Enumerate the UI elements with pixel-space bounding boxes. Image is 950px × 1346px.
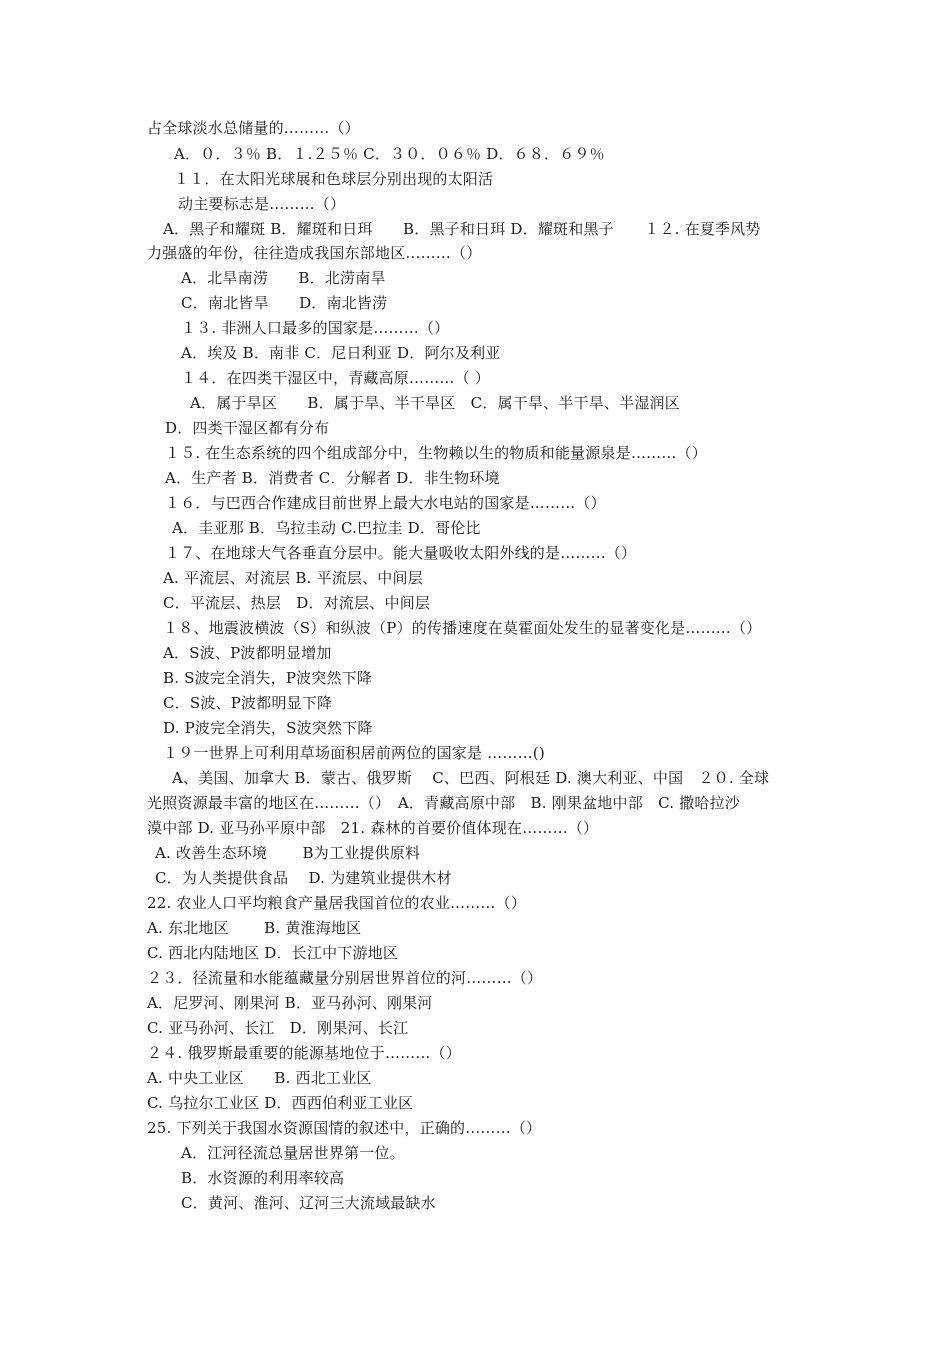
text-line: C. 西北内陆地区 D．长江中下游地区: [147, 944, 399, 962]
text-line: A. 平流层、对流层 B. 平流层、中间层: [163, 569, 423, 587]
text-line: A．生产者 B．消费者 C．分解者 D．非生物环境: [165, 469, 500, 487]
text-line: A．属于旱区 B．属于旱、半干旱区 C．属干旱、半干旱、半湿润区: [190, 394, 680, 412]
text-line: A. 中央工业区 B. 西北工业区: [147, 1069, 372, 1087]
text-line: １９一世界上可利用草场面积居前两位的国家是 ………(): [163, 744, 545, 762]
text-line: １１．在太阳光球展和色球层分别出现的太阳活: [174, 170, 494, 188]
text-line: A、美国、加拿大 B．蒙古、俄罗斯 C、巴西、阿根廷 D. 澳大利亚、中国 ２０. 全球: [172, 769, 770, 787]
text-line: １３. 非洲人口最多的国家是………（）: [181, 319, 450, 337]
text-line: 占全球淡水总储量的………（）: [147, 119, 360, 137]
text-line: ２４. 俄罗斯最重要的能源基地位于………（）: [147, 1044, 461, 1062]
text-line: D．四类干湿区都有分布: [165, 419, 330, 437]
text-line: 光照资源最丰富的地区在………（） A．青藏高原中部 B. 刚果盆地中部 C. 撒哈拉沙: [147, 794, 740, 812]
text-line: C. 亚马孙河、长江 D．刚果河、长江: [147, 1019, 409, 1037]
text-line: A．北旱南涝 B．北涝南旱: [181, 269, 386, 287]
text-line: A. 东北地区 B. 黄淮海地区: [147, 919, 362, 937]
text-line: １６．与巴西合作建成目前世界上最大水电站的国家是………（）: [165, 494, 606, 512]
text-line: C. 乌拉尔工业区 D．西西伯利亚工业区: [147, 1094, 414, 1112]
text-line: A．埃及 B．南非 C．尼日利亚 D．阿尔及利亚: [181, 344, 501, 362]
text-line: １５. 在生态系统的四个组成部分中，生物赖以生的物质和能量源泉是………（）: [165, 444, 707, 462]
text-line: ２３．径流量和水能蕴藏量分别居世界首位的河………（）: [147, 969, 543, 987]
text-line: A．尼罗河、刚果河 B．亚马孙河、刚果河: [147, 994, 433, 1012]
text-line: １７、在地球大气各垂直分层中。能大量吸收太阳外线的是………（）: [165, 544, 637, 562]
text-line: C．S波、P波都明显下降: [163, 694, 333, 712]
text-line: A．江河径流总量居世界第一位。: [181, 1144, 405, 1162]
text-line: C．南北皆旱 D．南北皆涝: [181, 294, 388, 312]
text-line: 动主要标志是………（）: [178, 195, 346, 213]
text-line: C．平流层、热层 D．对流层、中间层: [163, 594, 431, 612]
text-line: B．水资源的利用率较高: [181, 1169, 345, 1187]
text-line: B. S波完全消失，P波突然下降: [163, 669, 373, 687]
text-line: D. P波完全消失，S波突然下降: [163, 719, 373, 737]
text-line: A．黑子和耀斑 B．耀斑和日珥 B．黑子和日珥 D．耀斑和黑子 １２. 在夏季风势: [163, 220, 761, 238]
text-line: C．黄河、淮河、辽河三大流域最缺水: [181, 1194, 436, 1212]
text-line: C．为人类提供食品 D. 为建筑业提供木材: [155, 869, 452, 887]
text-line: A．S波、P波都明显增加: [163, 644, 332, 662]
text-line: １８、地震波横波（S）和纵波（P）的传播速度在莫霍面处发生的显著变化是………（）: [163, 619, 762, 637]
text-line: 力强盛的年份，往往造成我国东部地区………（）: [147, 244, 482, 262]
text-line: １４．在四类干湿区中，青藏高原………（ ）: [181, 369, 490, 387]
text-line: 25. 下列关于我国水资源国情的叙述中，正确的………（）: [147, 1119, 542, 1137]
text-line: A. 改善生态环境 B为工业提供原料: [155, 844, 421, 862]
text-line: 22. 农业人口平均粮食产量居我国首位的农业………（）: [147, 894, 527, 912]
text-line: A．０．３％ B．１.２５％ C．３０．０６％ D．６８．６９％: [174, 145, 605, 163]
text-line: 漠中部 D. 亚马孙平原中部 21. 森林的首要价值体现在………（）: [147, 819, 599, 837]
text-line: A．圭亚那 B．乌拉圭动 C.巴拉圭 D．哥伦比: [172, 519, 481, 537]
